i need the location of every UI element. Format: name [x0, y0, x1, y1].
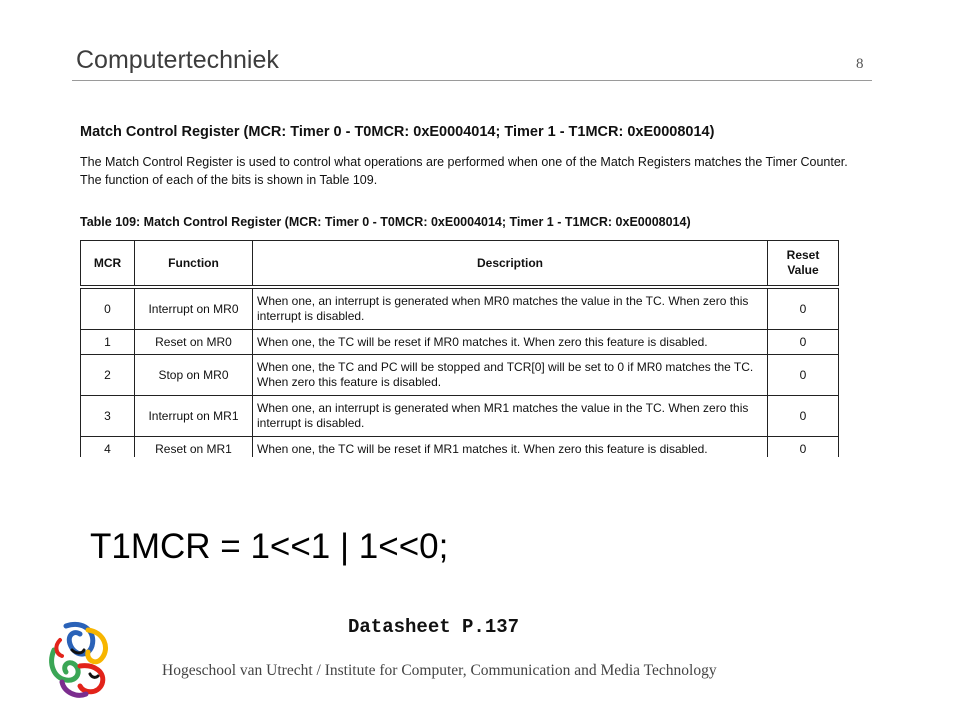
- cell-bit: 4: [81, 437, 135, 458]
- page-number: 8: [856, 56, 864, 72]
- cell-bit: 0: [81, 287, 135, 330]
- datasheet-reference: Datasheet P.137: [348, 616, 520, 638]
- column-header-function: Function: [135, 241, 253, 288]
- table-row: [81, 355, 839, 396]
- cell-reset-value: 0: [768, 355, 839, 396]
- code-example: T1MCR = 1<<1 | 1<<0;: [90, 527, 449, 566]
- title-divider: [72, 80, 872, 81]
- cell-description: When one, an interrupt is generated when MR0 matches the value in the TC. When zero this interrupt is disabled.: [253, 287, 768, 330]
- table-row: [81, 330, 839, 355]
- cell-bit: 2: [81, 355, 135, 396]
- register-description: The Match Control Register is used to control what operations are performed when one of the Match Registers matches the Timer Counter. The function of each of the bits is shown in Table 109.: [80, 155, 848, 187]
- cell-function: Interrupt on MR0: [135, 287, 253, 330]
- footer-institution: Hogeschool van Utrecht / Institute for Computer, Communication and Media Technology: [162, 662, 717, 679]
- cell-description: When one, an interrupt is generated when MR1 matches the value in the TC. When zero this interrupt is disabled.: [253, 396, 768, 437]
- cell-function: Reset on MR0: [135, 330, 253, 355]
- slide-title: Computertechniek: [76, 46, 279, 74]
- column-header-description: Description: [253, 241, 768, 288]
- table-row: [81, 396, 839, 437]
- cell-bit: 1: [81, 330, 135, 355]
- mcr-table-excerpt: [80, 240, 840, 457]
- hu-fingerprint-logo-icon: [44, 620, 114, 698]
- cell-reset-value: 0: [768, 396, 839, 437]
- cell-bit: 3: [81, 396, 135, 437]
- table-row: [81, 437, 839, 458]
- cell-reset-value: 0: [768, 437, 839, 458]
- column-header-mcr: MCR: [81, 241, 135, 288]
- cell-description: When one, the TC will be reset if MR0 matches it. When zero this feature is disabled.: [253, 330, 768, 355]
- cell-function: Interrupt on MR1: [135, 396, 253, 437]
- cell-reset-value: 0: [768, 330, 839, 355]
- cell-reset-value: 0: [768, 287, 839, 330]
- table-caption: Table 109: Match Control Register (MCR: Timer 0 - T0MCR: 0xE0004014; Timer 1 - T1MCR: 0xE0008014): [80, 215, 691, 229]
- cell-description: When one, the TC and PC will be stopped and TCR[0] will be set to 0 if MR0 matches the TC. When zero this feature is disabled.: [253, 355, 768, 396]
- register-heading: Match Control Register (MCR: Timer 0 - T0MCR: 0xE0004014; Timer 1 - T1MCR: 0xE0008014): [80, 124, 715, 140]
- table-header-row: [81, 241, 839, 288]
- mcr-table: [80, 240, 839, 457]
- cell-description: When one, the TC will be reset if MR1 matches it. When zero this feature is disabled.: [253, 437, 768, 458]
- cell-function: Stop on MR0: [135, 355, 253, 396]
- table-row: [81, 287, 839, 330]
- cell-function: Reset on MR1: [135, 437, 253, 458]
- column-header-reset-value: Reset Value: [768, 241, 839, 288]
